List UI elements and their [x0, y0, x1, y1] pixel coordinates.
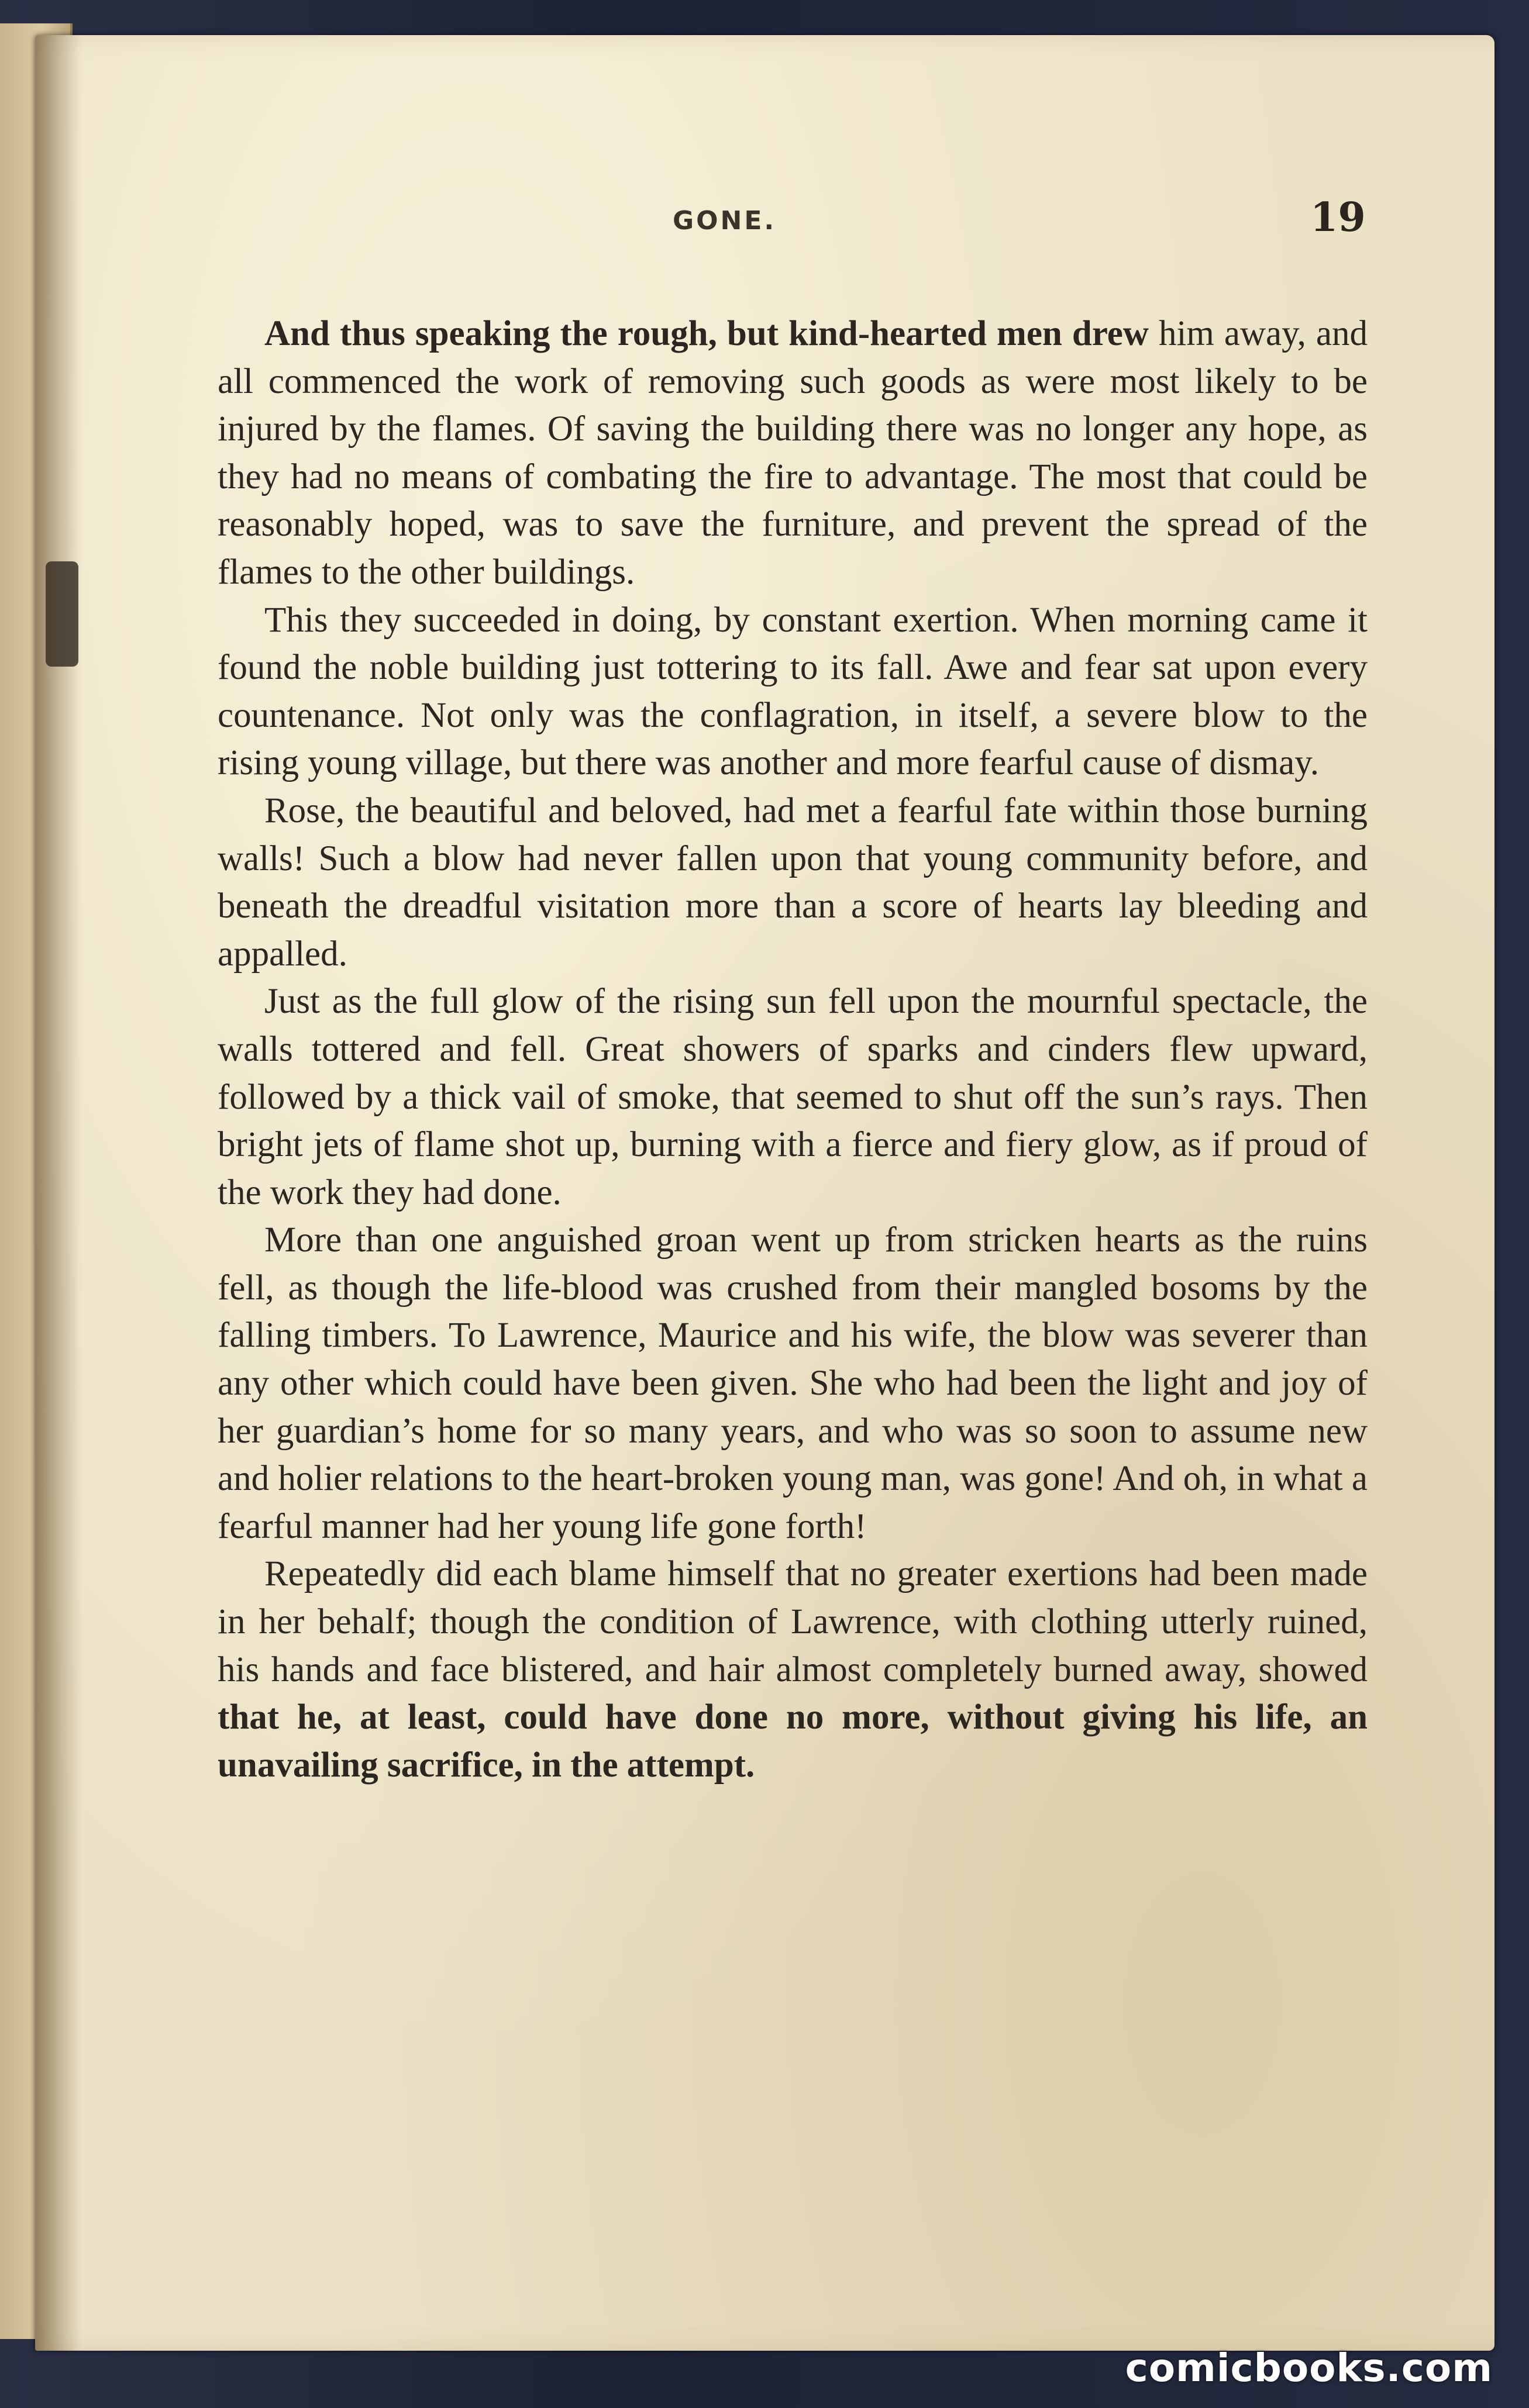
- paragraph-1-lead: And thus speaking the rough, but kind-hearted men drew: [264, 314, 1149, 353]
- paragraph-6: [218, 1550, 1368, 1789]
- paragraph-1: [218, 310, 1368, 596]
- body-text: [218, 310, 1368, 1789]
- paragraph-2: This they succeeded in doing, by constant exertion. When morning came it found the noble building just tottering to its fall. Awe and fear sat upon every countenance. Not only was the conflagration, in itself, a severe blow to the rising young village, but there was another and more fearful cause of dismay.: [218, 600, 1368, 783]
- paragraph-6-rest: Repeatedly did each blame himself that no greater exertions had been made in her behalf; though the condition of Lawrence, with clothing utterly ruined, his hands and face blistered, and hair almost completely burned away, showed: [218, 1554, 1368, 1689]
- page-number: 19: [1310, 194, 1366, 241]
- paragraph-3: Rose, the beautiful and beloved, had met a fearful fate within those burning walls! Such a blow had never fallen upon that young community before, and beneath the dreadful visitation more than a score of hearts lay bleeding and appalled.: [218, 791, 1368, 974]
- paragraph-4: Just as the full glow of the rising sun fell upon the mournful spectacle, the walls tottered and fell. Great showers of sparks and cinders flew upward, followed by a thick vail of smoke, that seemed to shut off the sun’s rays. Then bright jets of flame shot up, burning with a fierce and fiery glow, as if proud of the work they had done.: [218, 982, 1368, 1212]
- running-title: GONE.: [673, 206, 777, 236]
- watermark-text: comicbooks.com: [1125, 2345, 1493, 2390]
- binding-tear-mark: [46, 561, 78, 667]
- paragraph-6-tail: that he, at least, could have done no more, without giving his life, an unavailing sacrifice, in the attempt.: [218, 1698, 1368, 1785]
- book-page: [35, 35, 1494, 2351]
- binding-shadow: [35, 35, 82, 2351]
- paragraph-1-rest: him away, and all commenced the work of removing such goods as were most likely to be injured by the flames. Of saving the building there was no longer any hope, as they had no means of combating the fire to advantage. The most that could be reasonably hoped, was to save the furniture, and prevent the spread of the flames to the other buildings.: [218, 314, 1368, 592]
- running-head: [35, 194, 1494, 253]
- paragraph-5: More than one anguished groan went up from stricken hearts as the ruins fell, as though the life-blood was crushed from their mangled bosoms by the falling timbers. To Lawrence, Maurice and his wife, the blow was severer than any other which could have been given. She who had been the light and joy of her guardian’s home for so many years, and who was so soon to assume new and holier relations to the heart-broken young man, was gone! And oh, in what a fearful manner had her young life gone forth!: [218, 1220, 1368, 1546]
